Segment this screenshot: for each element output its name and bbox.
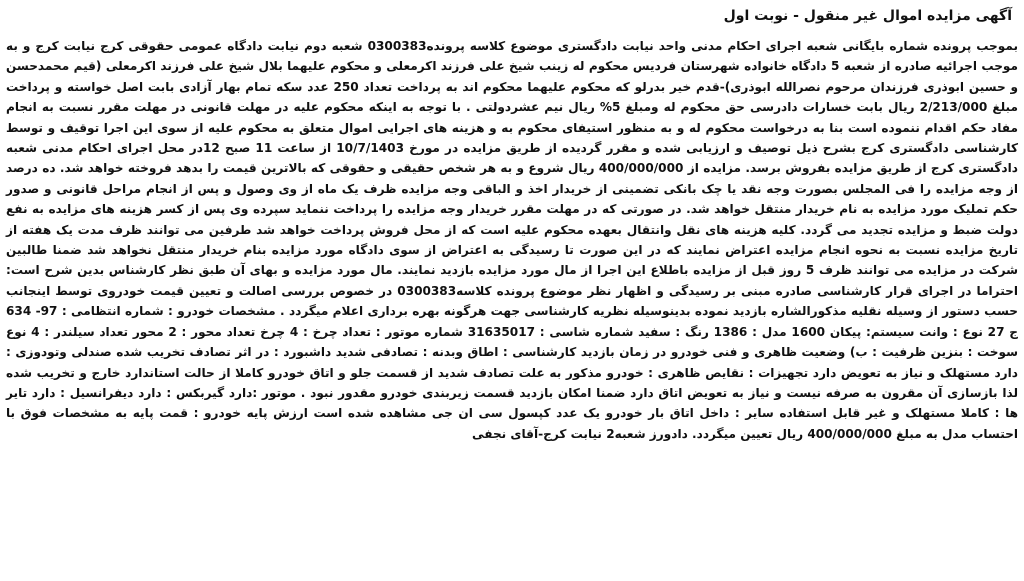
notice-body: بموجب پرونده شماره بایگانی شعبه اجرای احکام مدنی واحد نیابت دادگستری موضوع کلاسه پرونده0300383 شعبه دوم نیابت دادگاه عمومی حقوقی کرج نیابت کرج و به موجب اجرائیه صادره از شعبه 5 دادگاه خانواده شهرستان فردیس محکوم له زینب شیخ علی فرزند اکرمعلی و محکوم علیهما بلال شیخ علی فرزند اکرمعلی (قیم محمدحسن و حسین ابوذری فرزندان مرحوم نصرالله ابوذری)-قدم خیر بدرلو که محکوم علیهما محکوم اند به پرداخت تعداد 250 عدد سکه تمام بهار آزادی بابت اصل خواسته و پرداخت مبلغ 2/213/000 ریال بابت خسارات دادرسی حق محکوم له ومبلغ 5% ریال نیم عشردولتی . با توجه به اینکه محکوم علیه در مهلت قانونی در مهلت مقرر نسبت به انجام مفاد حکم اقدام ننموده است بنا به درخواست محکوم له و به منظور استیفای محکوم به و هزینه های اجرایی اموال متعلق به محکوم علیه از سوی این اجرا توقیف و توسط کارشناسی دادگستری کرج بشرح ذیل توصیف و ارزیابی شده و مقرر گردیده از طریق مزایده در مورخ 10/7/1403 از ساعت 11 صبح 12در محل اجرای احکام مدنی شعبه دادگستری کرج از طریق مزایده بفروش برسد. مزایده از 400/000/000 ریال شروع و به هر شخص حقیقی و حقوقی که بالاترین قیمت را بدهد فروخته خواهد شد. ده درصد از وجه مزایده را فی المجلس بصورت وجه نقد یا چک بانکی تضمینی از خریدار اخذ و الباقی وجه مزایده ظرف یک ماه از وی وصول و پس از انجام مراحل قانونی و صدور حکم تملیک مورد مزایده به نام خریدار منتقل خواهد شد. در صورتی که در مهلت مقرر خریدار وجه مزایده را پرداخت ننماید سپرده وی پس از کسر هزینه های مزایده به نفع دولت ضبط و مزایده تجدید می گردد. کلیه هزینه های نقل وانتقال بعهده محکوم علیه است که از محل فروش پرداخت خواهد شد طرفین می توانند ظرف مدت یک هفته از تاریخ مزایده نسبت به نحوه انجام مزایده اعتراض نمایند که در این صورت تا رسیدگی به اعتراض از سوی دادگاه مورد مزایده بنام خریدار منتقل نخواهد شد ضمنا طالبین شرکت در مزایده می توانند ظرف 5 روز قبل از مزایده باطلاع این اجرا از مال مورد مزایده بازدید نمایند. مال مورد مزایده و بهای آن طبق نظر کارشناس بدین شرح است: احتراما در اجرای قرار کارشناسی صادره مبنی بر رسیدگی و اظهار نظر موضوع پرونده کلاسه0300383 در خصوص بررسی اصالت و تعیین قیمت خودروی توسط اینجانب حسب دستور از وسیله نقلیه مذکورالشاره بازدید نموده بدینوسیله نظریه کارشناسی جهت هرگونه بهره برداری اعلام میگردد . مشخصات خودرو : شماره انتظامی : 97- 634 ج 27 نوع : وانت سیستم: پیکان 1600 مدل : 1386 رنگ : سفید شماره شاسی : 31635017 شماره موتور : تعداد چرخ : 4 چرخ تعداد محور : 2 محور تعداد سیلندر : 4 نوع سوخت : بنزین ظرفیت : ب) وضعیت ظاهری و فنی خودرو در زمان بازدید کارشناسی : اطاق وبدنه : تصادفی شدید داشبورد : در اثر تصادف تخریب شده صندلی وتودوزی : دارد مستهلک و نیاز به تعویض دارد تجهیزات : نقایص ظاهری : خودرو مذکور به علت تصادف شدید از قسمت جلو و اتاق خودرو کاملا از حالت استاندارد خارج و تخریب شده لذا بازسازی آن مقرون به صرفه نیست و نیاز به تعویض اتاق دارد ضمنا امکان بازدید قسمت زیربندی خودرو مقدور نبود . موتور :دارد گیربکس : دارد دیفرانسیل : دارد تایر ها : کاملا مستهلک و غیر قابل استفاده سایر : داخل اتاق بار خودرو یک عدد کپسول سی ان جی مشاهده شده است ارزش پایه خودرو : قمت پایه به مشخصات فوق با احتساب مدل به مبلغ 400/000/000 ریال تعیین میگردد. دادورز شعبه2 نیابت کرج-آقای نجفی xyxy=(6,39,1019,441)
notice-title: آگهی مزایده اموال غیر منقول - نوبت اول xyxy=(723,8,1012,24)
